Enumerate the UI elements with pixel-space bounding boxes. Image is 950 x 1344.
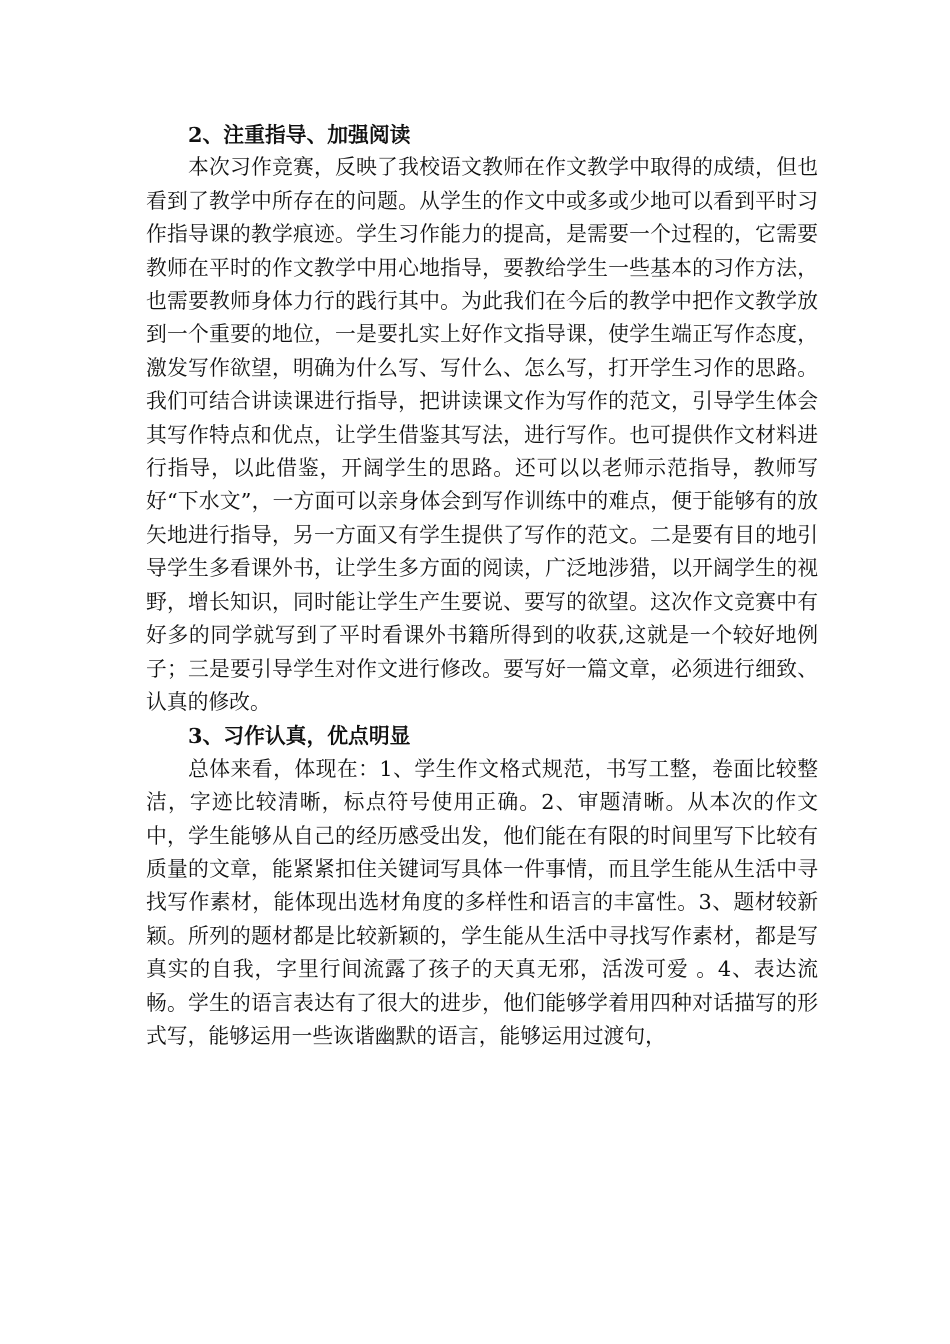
section-body-3: 总体来看，体现在：1、学生作文格式规范，书写工整，卷面比较整洁，字迹比较清晰，标点符号使用正确。2、审题清晰。从本次的作文中，学生能够从自己的经历感受出发，他们能在有限的时间里写下比较有质量的文章，能紧紧扣住关键词写具体一件事情，而且学生能从生活中寻找写作素材，能体现出选材角度的多样性和语言的丰富性。3、题材较新颖。所列的题材都是比较新颖的，学生能从生活中寻找写作素材，都是写真实的自我，字里行间流露了孩子的天真无邪，活泼可爱 。4、表达流畅。学生的语言表达有了很大的进步，他们能够学着用四种对话描写的形式写，能够运用一些诙谐幽默的语言，能够运用过渡句， bbox=[146, 756, 818, 1048]
document-page bbox=[146, 118, 818, 1053]
section-body-2: 本次习作竞赛，反映了我校语文教师在作文教学中取得的成绩，但也看到了教学中所存在的问题。从学生的作文中或多或少地可以看到平时习作指导课的教学痕迹。学生习作能力的提高，是需要一个过程的，它需要教师在平时的作文教学中用心地指导，要教给学生一些基本的习作方法，也需要教师身体力行的践行其中。为此我们在今后的教学中把作文教学放到一个重要的地位，一是要扎实上好作文指导课，使学生端正写作态度，激发写作欲望，明确为什么写、写什么、怎么写，打开学生习作的思路。我们可结合讲读课进行指导，把讲读课文作为写作的范文，引导学生体会其写作特点和优点，让学生借鉴其写法，进行写作。也可提供作文材料进行指导，以此借鉴，开阔学生的思路。还可以以老师示范指导，教师写好“下水文”，一方面可以亲身体会到写作训练中的难点，便于能够有的放矢地进行指导，另一方面又有学生提供了写作的范文。二是要有目的地引导学生多看课外书，让学生多方面的阅读，广泛地涉猎，以开阔学生的视野，增长知识，同时能让学生产生要说、要写的欲望。这次作文竞赛中有好多的同学就写到了平时看课外书籍所得到的收获,这就是一个较好地例子；三是要引导学生对作文进行修改。要写好一篇文章，必须进行细致、认真的修改。 bbox=[146, 155, 818, 714]
section-heading-3: 3、习作认真，优点明显 bbox=[188, 723, 411, 749]
section-heading-2: 2、注重指导、加强阅读 bbox=[188, 122, 411, 147]
